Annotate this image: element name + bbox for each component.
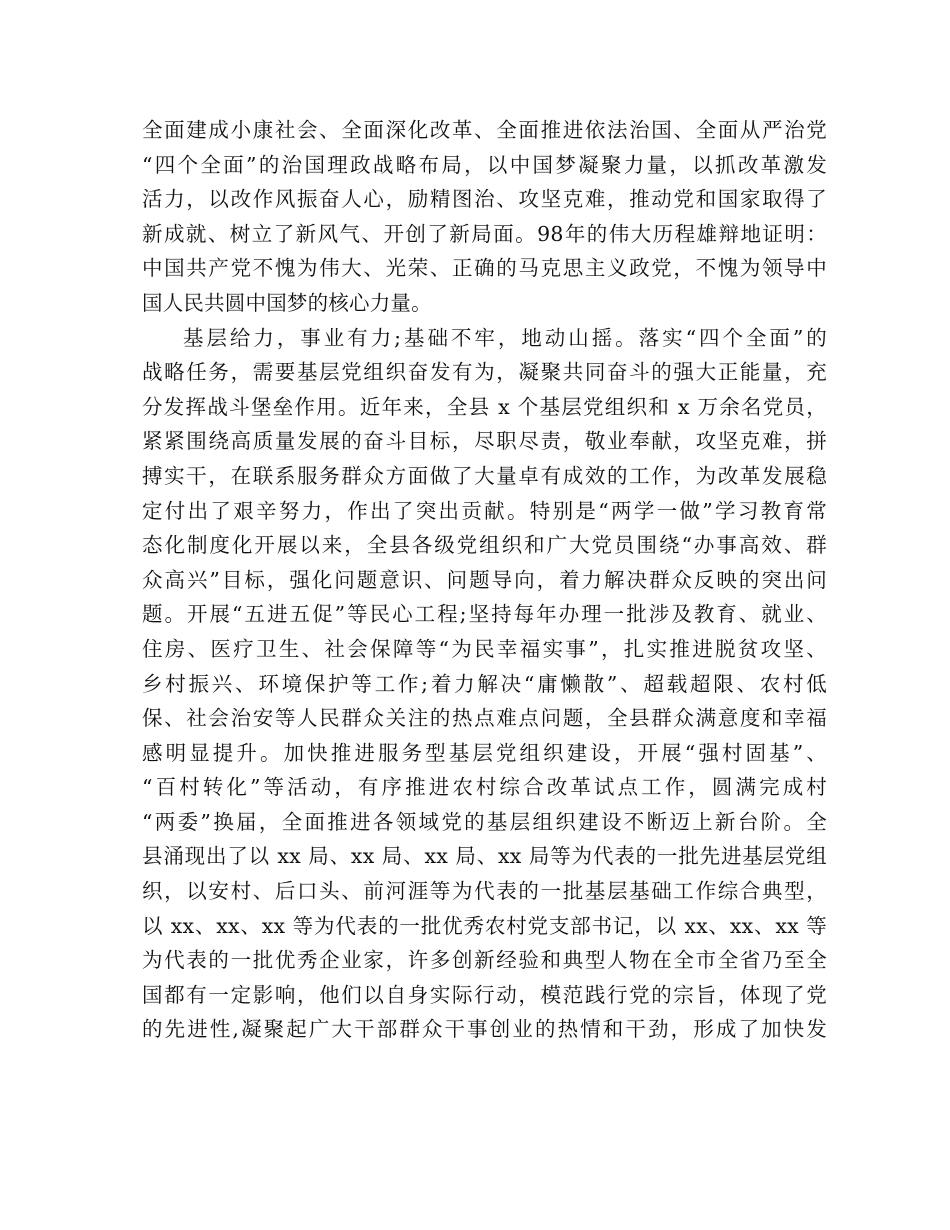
text-line: 题。开展“五进五促”等民心工程;坚持每年办理一批涉及教育、就业、 xyxy=(142,602,827,627)
text-line: 国都有一定影响，他们以自身实际行动，模范践行党的宗旨，体现了党 xyxy=(142,982,827,1007)
text-line: 织，以安村、后口头、前河涯等为代表的一批基层基础工作综合典型， xyxy=(142,879,827,904)
text-line: 国人民共圆中国梦的核心力量。 xyxy=(142,290,432,315)
text-line: “百村转化”等活动，有序推进农村综合改革试点工作，圆满完成村 xyxy=(142,775,827,800)
text-line: 感明显提升。加快推进服务型基层党组织建设，开展“强村固基”、 xyxy=(142,740,827,765)
text-line: 基层给力，事业有力;基础不牢，地动山摇。落实“四个全面”的 xyxy=(183,325,827,350)
text-line: 活力，以改作风振奋人心，励精图治、攻坚克难，推动党和国家取得了 xyxy=(142,187,827,212)
text-line: “四个全面”的治国理政战略布局，以中国梦凝聚力量，以抓改革激发 xyxy=(142,152,827,177)
text-line: 搏实干，在联系服务群众方面做了大量卓有成效的工作，为改革发展稳 xyxy=(142,463,827,488)
text-line: 定付出了艰辛努力，作出了突出贡献。特别是“两学一做”学习教育常 xyxy=(142,498,827,523)
text-line: 以 xx、xx、xx 等为代表的一批优秀农村党支部书记，以 xx、xx、xx 等 xyxy=(142,913,827,938)
text-line: 紧紧围绕高质量发展的奋斗目标，尽职尽责，敬业奉献，攻坚克难，拼 xyxy=(142,429,827,454)
text-line: 住房、医疗卫生、社会保障等“为民幸福实事”，扎实推进脱贫攻坚、 xyxy=(142,636,827,661)
text-line: 为代表的一批优秀企业家，许多创新经验和典型人物在全市全省乃至全 xyxy=(142,948,827,973)
text-line: “两委”换届，全面推进各领域党的基层组织建设不断迈上新台阶。全 xyxy=(142,809,827,834)
text-line: 县涌现出了以 xx 局、xx 局、xx 局、xx 局等为代表的一批先进基层党组 xyxy=(142,844,827,869)
text-line: 保、社会治安等人民群众关注的热点难点问题，全县群众满意度和幸福 xyxy=(142,706,827,731)
text-line: 众高兴”目标，强化问题意识、问题导向，着力解决群众反映的突出问 xyxy=(142,567,827,592)
text-line: 战略任务，需要基层党组织奋发有为，凝聚共同奋斗的强大正能量，充 xyxy=(142,360,827,385)
text-line: 态化制度化开展以来，全县各级党组织和广大党员围绕“办事高效、群 xyxy=(142,533,827,558)
paragraph-1 xyxy=(142,113,827,321)
text-line: 的先进性,凝聚起广大干部群众干事创业的热情和干劲，形成了加快发 xyxy=(142,1017,827,1042)
text-line: 中国共产党不愧为伟大、光荣、正确的马克思主义政党，不愧为领导中 xyxy=(142,256,827,281)
text-line: 新成就、树立了新风气、开创了新局面。98年的伟大历程雄辩地证明： xyxy=(142,221,827,246)
text-line: 全面建成小康社会、全面深化改革、全面推进依法治国、全面从严治党 xyxy=(142,118,827,142)
paragraph-2 xyxy=(142,321,827,1047)
text-line: 分发挥战斗堡垒作用。近年来，全县 x 个基层党组织和 x 万余名党员， xyxy=(142,394,827,419)
body-text xyxy=(142,113,827,1047)
text-line: 乡村振兴、环境保护等工作;着力解决“庸懒散”、超载超限、农村低 xyxy=(142,671,827,696)
